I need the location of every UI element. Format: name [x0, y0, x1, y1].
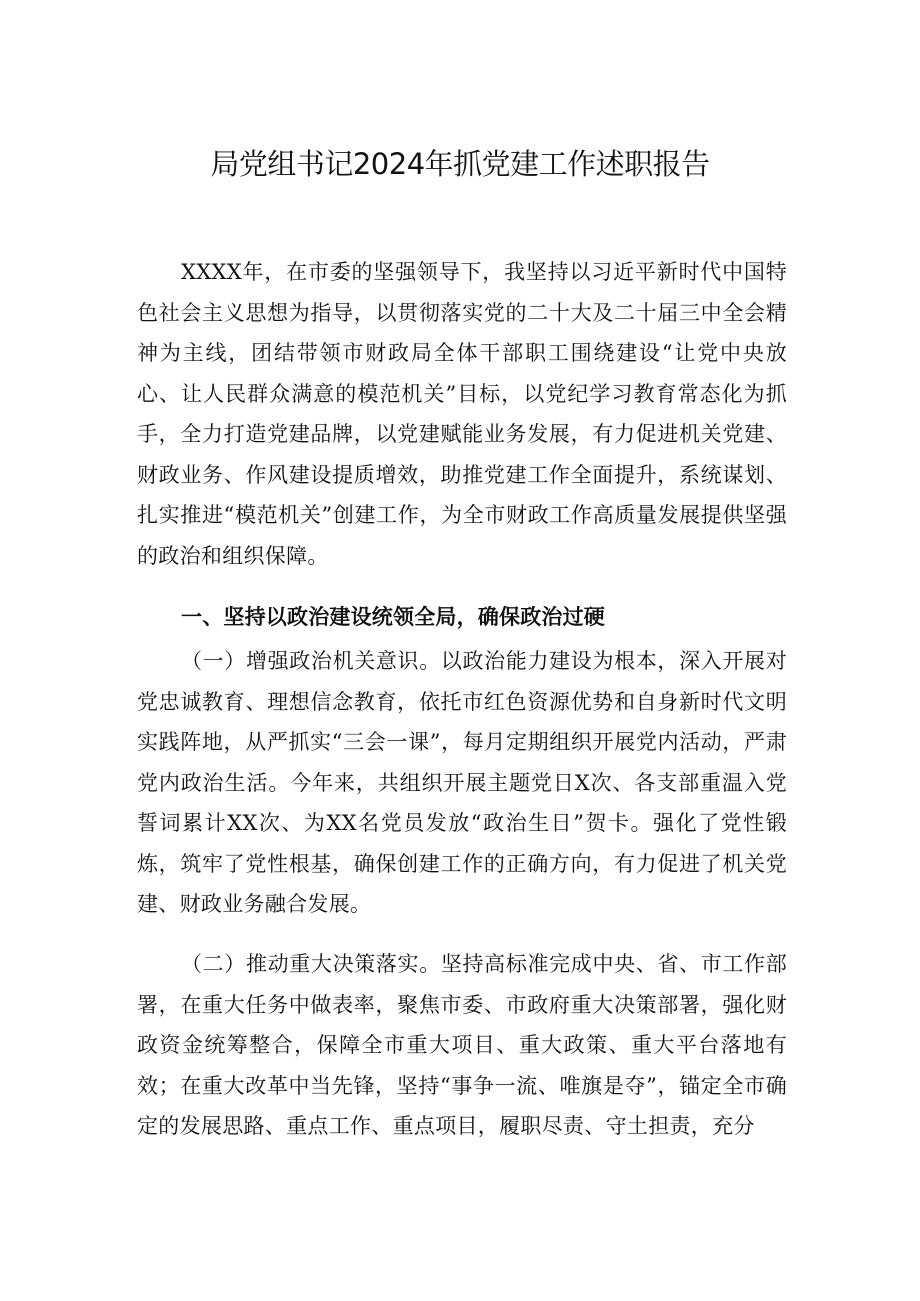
intro-paragraph: XXXX年，在市委的坚强领导下，我坚持以习近平新时代中国特色社会主义思想为指导，以贯彻落实党的二十大及二十届三中全会精神为主线，团结带领市财政局全体干部职工围绕建设“让党中央放心、让人民群众满意的模范机关”目标，以党纪学习教育常态化为抓手，全力打造党建品牌，以党建赋能业务发展，有力促进机关党建、财政业务、作风建设提质增效，助推党建工作全面提升，系统谋划、扎实推进“模范机关”创建工作，为全市财政工作高质量发展提供坚强的政治和组织保障。 [137, 260, 787, 568]
section-1-item-2: （二）推动重大决策落实。坚持高标准完成中央、省、市工作部署，在重大任务中做表率，聚焦市委、市政府重大决策部署，强化财政资金统筹整合，保障全市重大项目、重大政策、重大平台落地有效；在重大改革中当先锋，坚持“事争一流、唯旗是夺”，锚定全市确定的发展思路、重点工作、重点项目，履职尽责、守土担责，充分 [137, 952, 787, 1138]
section-heading-1: 一、坚持以政治建设统领全局，确保政治过硬 [181, 605, 605, 629]
document-title: 局党组书记2024年抓党建工作述职报告 [210, 147, 710, 181]
section-1-item-1: （一）增强政治机关意识。以政治能力建设为根本，深入开展对党忠诚教育、理想信念教育，依托市红色资源优势和自身新时代文明实践阵地，从严抓实“三会一课”，每月定期组织开展党内活动，严肃党内政治生活。今年来，共组织开展主题党日X次、各支部重温入党誓词累计XX次、为XX名党员发放“政治生日”贺卡。强化了党性锻炼，筑牢了党性根基，确保创建工作的正确方向，有力促进了机关党建、财政业务融合发展。 [137, 649, 787, 916]
